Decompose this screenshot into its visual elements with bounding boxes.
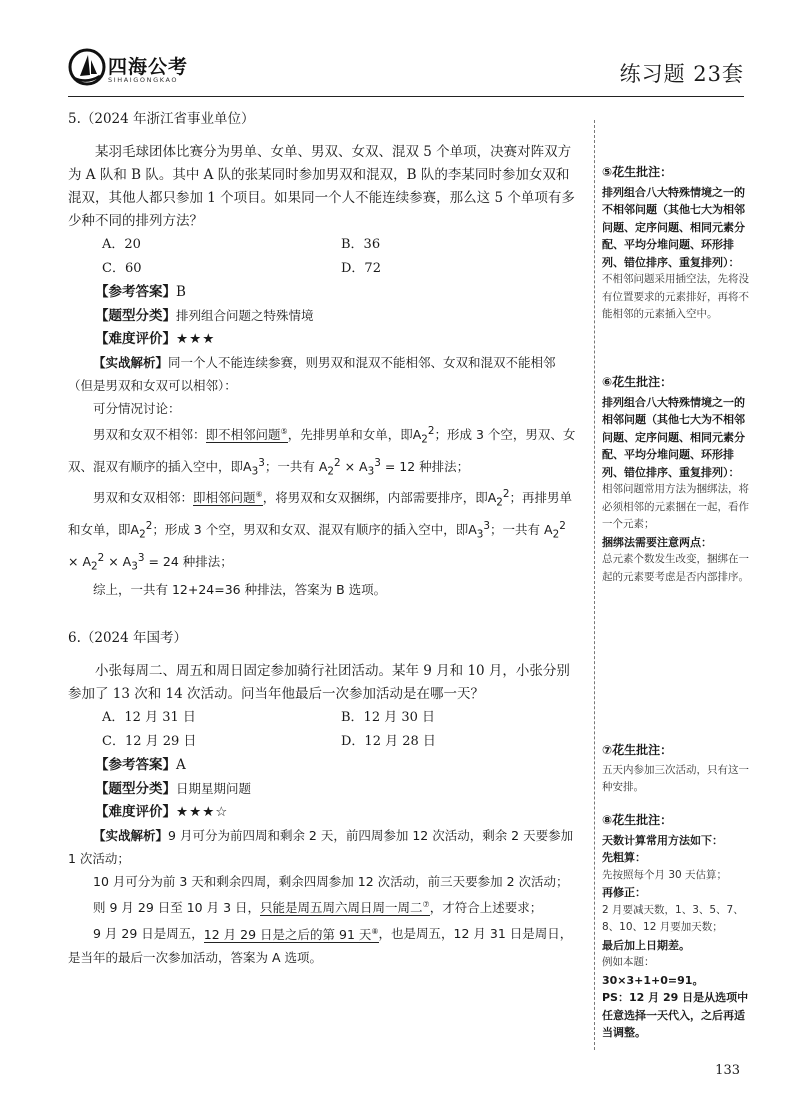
q6-options	[68, 706, 580, 754]
analysis-link-text: 只能是周五周六周日周一周二	[260, 900, 423, 916]
q5-case-1	[68, 420, 580, 483]
ref-mark: ⑤	[280, 427, 288, 436]
note-bold: 最后加上日期差。	[602, 938, 690, 952]
formula: $A_3^3$	[468, 519, 491, 541]
case-text: = 24 种排法；	[148, 553, 233, 569]
q5-options	[68, 233, 580, 281]
note-text: 总元素个数发生改变，捆绑在一起的元素要考虑是否内部排序。	[602, 553, 749, 583]
analysis-text: 同一个人不能连续参赛，则男双和混双不能相邻、女双和混双不能相邻（但是男双和女双可以相邻）：	[68, 355, 556, 393]
q5-case-2	[68, 483, 580, 578]
note-title: ⑤花生批注：	[602, 165, 673, 179]
q6-difficulty	[68, 801, 580, 824]
sidebar-divider	[594, 120, 595, 1050]
note-bold: 天数计算常用方法如下：	[602, 833, 723, 847]
q5-title: 5.（2024 年浙江省事业单位）	[68, 111, 255, 127]
q6-analysis	[68, 824, 580, 870]
q6-option-a: A．12 月 31 日	[102, 710, 196, 726]
note-bold: 先粗算：	[602, 851, 646, 864]
analysis-text: ，才符合上述要求；	[429, 900, 543, 916]
q5-difficulty	[68, 328, 580, 351]
note-text: 五天内参加三次活动，只有这一种安排。	[602, 763, 749, 793]
ref-mark: ⑧	[371, 926, 379, 936]
answer-value: B	[176, 284, 186, 300]
formula: $A_2^2 \times A_3^3$	[314, 456, 381, 478]
case-link	[206, 427, 288, 443]
header-divider	[68, 96, 744, 97]
note-title: ⑥花生批注：	[602, 375, 673, 389]
formula: $A_2^2$	[412, 425, 435, 446]
analysis-link	[260, 900, 430, 916]
q6-analysis-2: 10 月可分为前 3 天和剩余四周，剩余四周参加 12 次活动，前三天要参加 2 次活动；	[93, 874, 569, 890]
q6-analysis-4	[68, 919, 580, 968]
type-value: 日期星期问题	[176, 781, 252, 797]
case-text: ；形成 3 个空，男双、女双、混双有顺序的插入空中，即	[68, 427, 576, 474]
q5-analysis-2: 可分情况讨论：	[93, 401, 181, 416]
page-title: 练习题 23套	[619, 62, 744, 86]
analysis-text: 则 9 月 29 日至 10 月 3 日，	[93, 900, 261, 916]
analysis-link-text: 12 月 29 日是之后的第 91 天	[203, 926, 372, 942]
case-text: 男双和女双不相邻：	[93, 427, 206, 443]
case-text: ；再排男单和女单，即	[68, 490, 573, 538]
note-8	[602, 812, 752, 1042]
formula: $A_3^3$	[243, 456, 265, 478]
analysis-tag: 【实战解析】	[93, 828, 169, 844]
difficulty-stars: ★★★	[176, 331, 216, 347]
main-content	[68, 108, 580, 969]
q5-stem: 某羽毛球团体比赛分为男单、女单、男双、女双、混双 5 个单项，决赛对阵双方为 A 队和 B 队。其中 A 队的张某同时参加男双和混双，B 队的李某同时参加女双和混双，其他人都只参加 1 个项目。如果同一个人不能连续参赛，那么这 5 个单项有多少种不同的排列方法？	[68, 144, 575, 229]
q6-analysis-3	[68, 893, 580, 919]
difficulty-tag: 【难度评价】	[95, 331, 176, 347]
q5-type	[68, 304, 580, 328]
sailboat-logo-icon	[68, 48, 106, 86]
note-text: 2 月要减天数，1、3、5、7、8、10、12 月要加天数；	[602, 903, 744, 933]
answer-value: A	[176, 757, 186, 774]
note-text: 不相邻问题采用插空法，先将没有位置要求的元素排好，再将不能相邻的元素插入空中。	[602, 273, 749, 320]
difficulty-tag: 【难度评价】	[95, 804, 176, 821]
answer-tag: 【参考答案】	[95, 284, 176, 300]
ref-mark: ⑥	[255, 490, 263, 500]
header-logo	[68, 48, 208, 92]
q5-analysis	[68, 351, 580, 397]
logo-text: 四海公考	[108, 56, 189, 78]
type-value: 排列组合问题之特殊情境	[176, 308, 314, 323]
note-title: ⑦花生批注：	[602, 743, 673, 757]
case-text: ，先排男单和女单，即	[287, 427, 413, 443]
analysis-text: ，也是周五，12 月 31 日是周日，是当年的最后一次参加活动，答案为 A 选项。	[68, 926, 573, 965]
case-link-text: 即不相邻问题	[205, 427, 281, 443]
case-text: ；形成 3 个空，男双和女双、混双有顺序的插入空中，即	[152, 522, 469, 538]
page-number: 133	[715, 1063, 740, 1078]
case-text: ；一共有	[264, 458, 315, 474]
q5-option-d: D．72	[341, 261, 381, 276]
note-text: 先按照每个月 30 天估算；	[602, 868, 728, 881]
case-text: 男双和女双相邻：	[93, 490, 194, 506]
note-text: 例如本题：	[602, 956, 655, 968]
formula: $A_2^2 \times A_2^2 \times A_3^3$	[68, 519, 566, 573]
case-link-text: 即相邻问题	[193, 490, 256, 506]
q5-option-b: B．36	[341, 237, 381, 252]
case-text: ，将男双和女双捆绑，内部需要排序，即	[262, 490, 488, 506]
difficulty-stars: ★★★☆	[176, 804, 229, 821]
note-7	[602, 742, 752, 797]
note-text: 相邻问题常用方法为捆绑法，将必须相邻的元素捆在一起，看作一个元素；	[602, 483, 749, 530]
note-6	[602, 374, 752, 586]
note-5	[602, 164, 752, 324]
case-text: ；一共有	[490, 522, 541, 538]
note-title: ⑧花生批注：	[602, 813, 673, 827]
q6-answer	[68, 754, 580, 777]
case-link	[193, 490, 263, 506]
analysis-tag: 【实战解析】	[93, 355, 169, 370]
analysis-text: 9 月 29 日是周五，	[93, 926, 204, 942]
analysis-text: 9 月可分为前四周和剩余 2 天，前四周参加 12 次活动，剩余 2 天要参加 1 次活动；	[68, 828, 574, 867]
note-bold: 30×3+1+0=91。	[602, 973, 704, 987]
formula: $A_2^2$	[130, 519, 153, 541]
note-bold: 捆绑法需要注意两点：	[602, 535, 712, 549]
q5-summary: 综上，一共有 12+24=36 种排法，答案为 B 选项。	[93, 582, 387, 598]
note-bold: 排列组合八大特殊情境之一的不相邻问题（其他七大为相邻问题、定序问题、相同元素分配、平均分堆问题、环形排列、错位排序、重复排列）：	[602, 185, 745, 269]
q6-option-d: D．12 月 28 日	[341, 734, 436, 750]
type-tag: 【题型分类】	[95, 308, 176, 324]
note-bold: PS：12 月 29 日是从选项中任意选择一天代入，之后再适当调整。	[602, 991, 749, 1039]
q6-stem: 小张每周二、周五和周日固定参加骑行社团活动。某年 9 月和 10 月，小张分别参加了 13 次和 14 次活动。问当年他最后一次参加活动是在哪一天？	[68, 663, 570, 703]
q6-title: 6.（2024 年国考）	[68, 630, 188, 647]
q6-option-b: B．12 月 30 日	[341, 710, 436, 726]
logo-subtitle: SIHAIGONGKAO	[108, 76, 179, 84]
case-text: = 12 种排法；	[384, 458, 470, 474]
q5-answer	[68, 281, 580, 304]
formula: $A_2^2$	[487, 488, 510, 509]
q5-option-c: C．60	[102, 261, 142, 276]
analysis-link	[204, 927, 379, 943]
note-bold: 排列组合八大特殊情境之一的相邻问题（其他七大为不相邻问题、定序问题、相同元素分配、平均分堆问题、环形排列、错位排序、重复排列）：	[602, 395, 745, 479]
ref-mark: ⑦	[422, 900, 430, 910]
answer-tag: 【参考答案】	[95, 757, 176, 774]
note-bold: 再修正：	[602, 886, 646, 899]
q6-type	[68, 777, 580, 801]
q6-option-c: C．12 月 29 日	[102, 734, 197, 750]
type-tag: 【题型分类】	[95, 781, 176, 798]
q5-option-a: A．20	[102, 237, 141, 252]
